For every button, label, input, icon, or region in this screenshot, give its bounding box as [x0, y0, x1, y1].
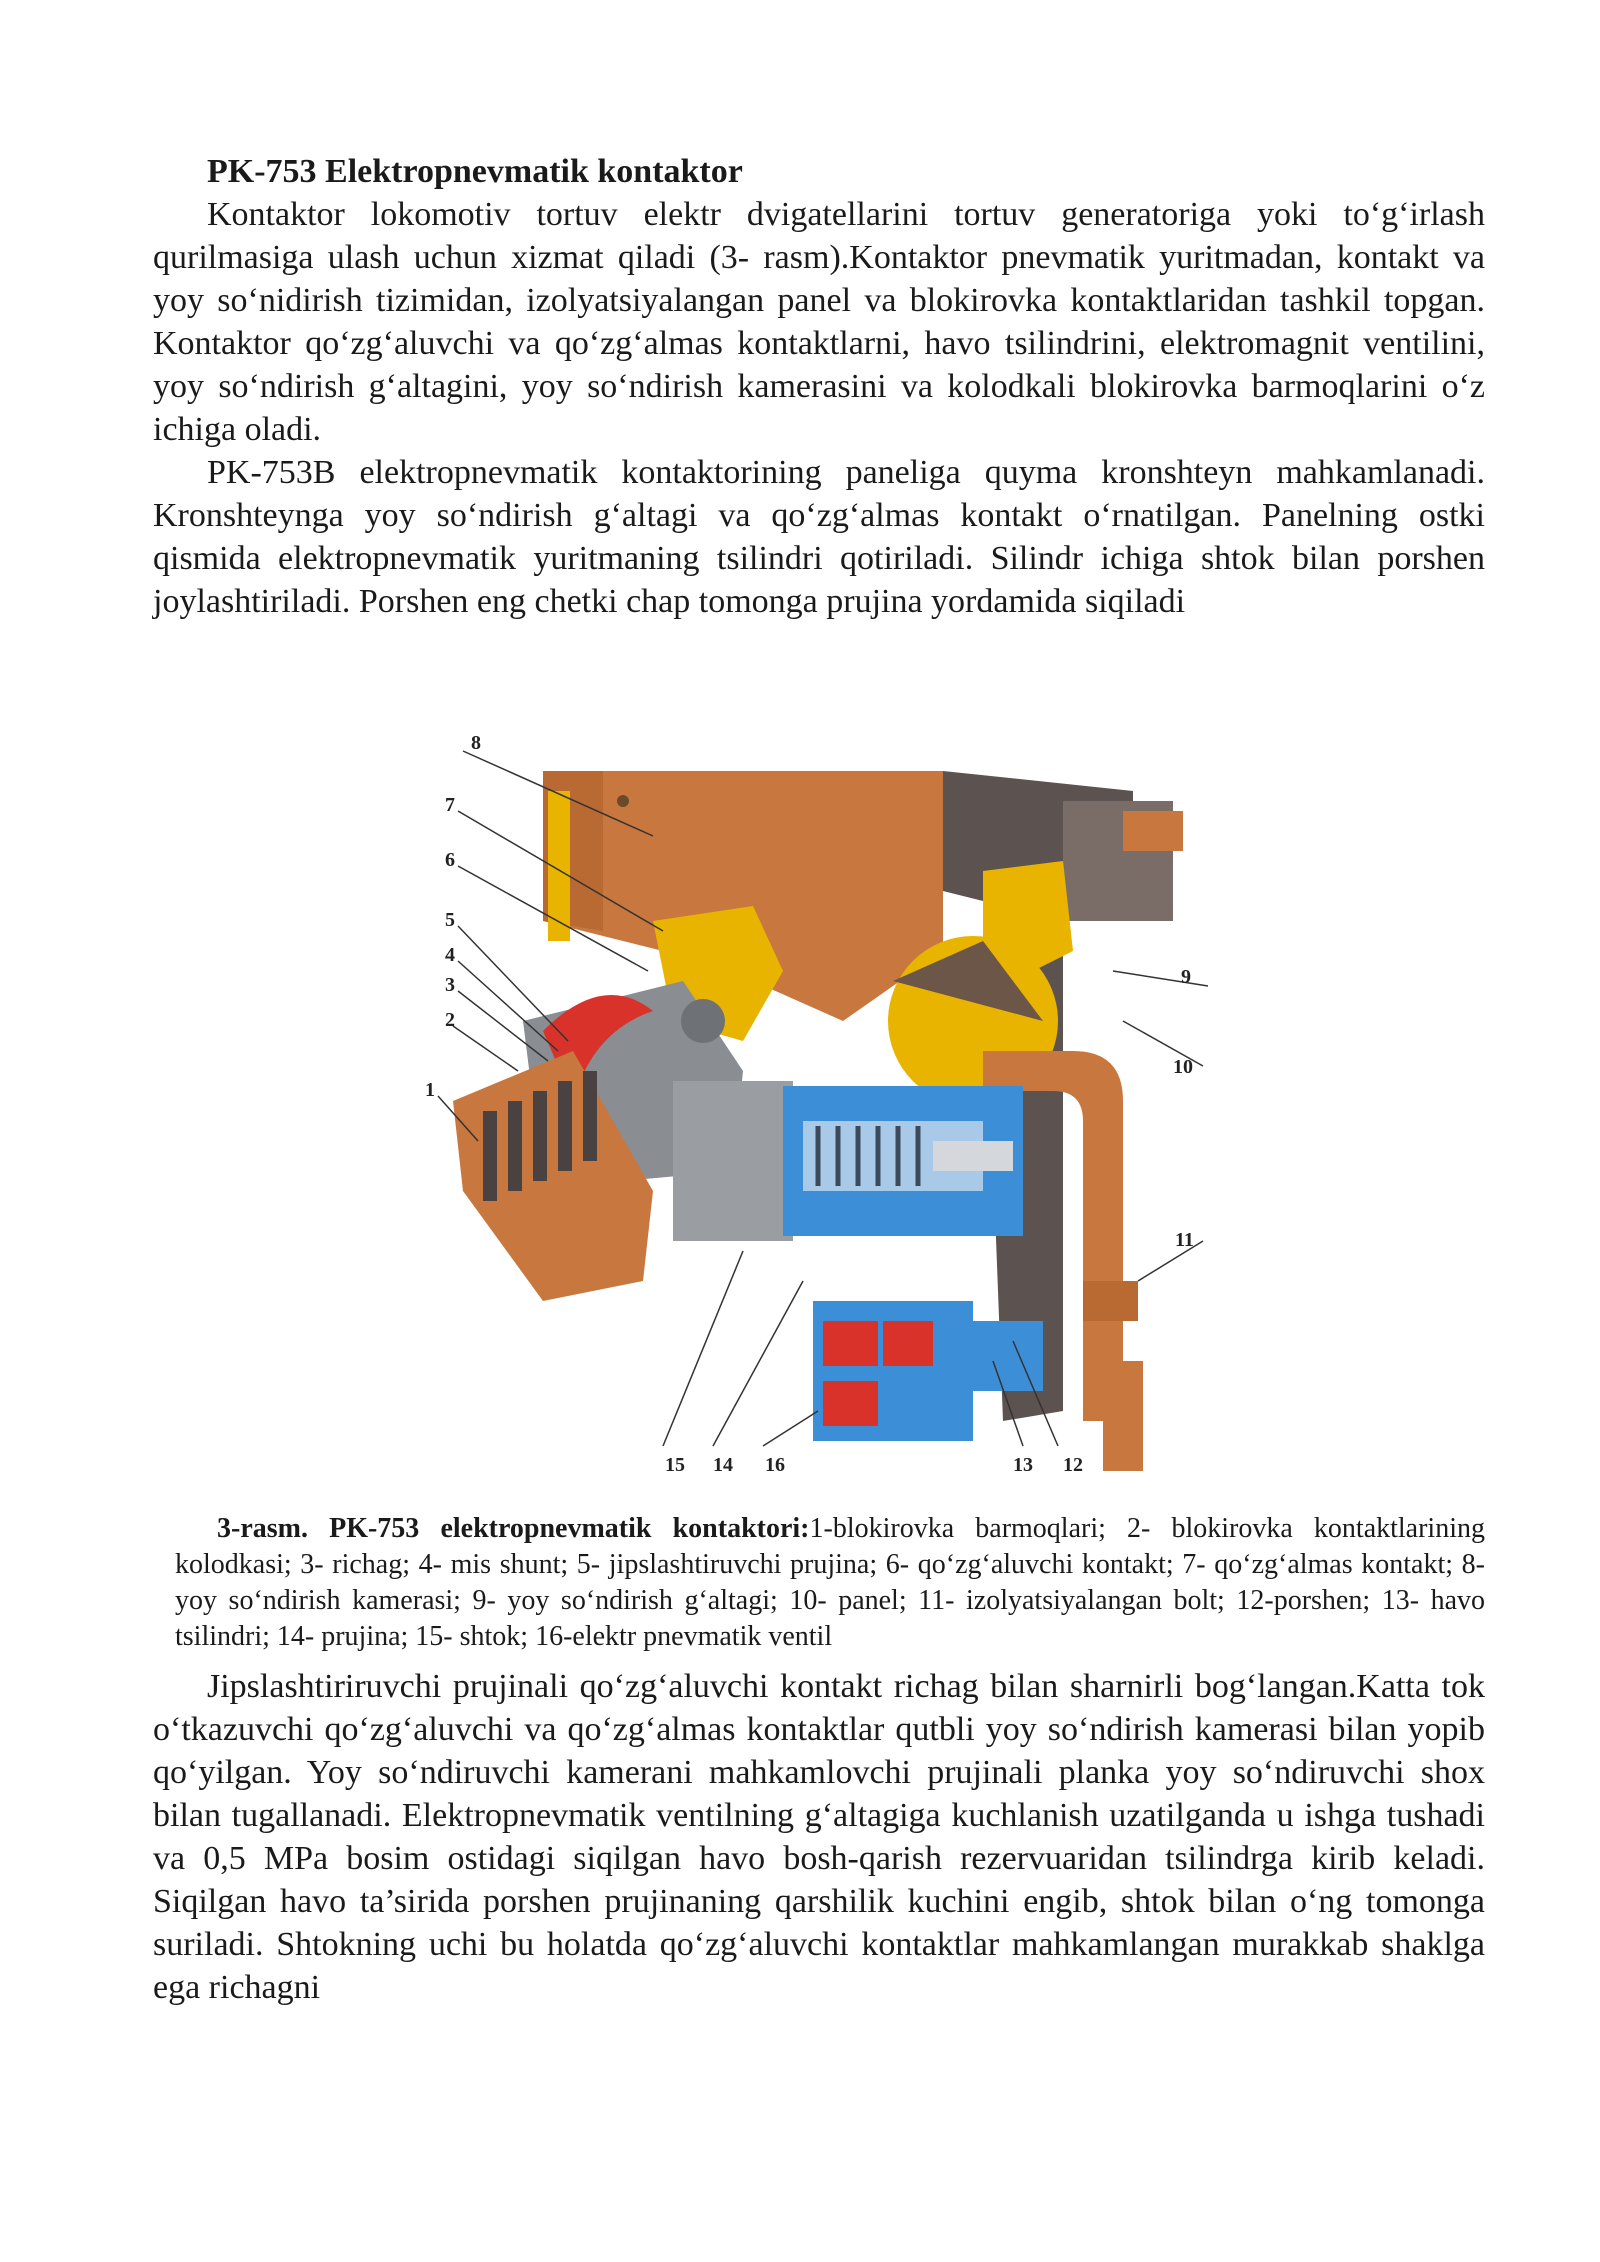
document-page: [153, 150, 1485, 2009]
caption-lead: 3-rasm. PK-753 elektropnevmatik kontaktori:: [217, 1513, 810, 1544]
label-14: 14: [713, 1454, 733, 1476]
chute-rivet: [617, 795, 629, 807]
label-11: 11: [1175, 1229, 1194, 1251]
label-3: 3: [445, 974, 455, 996]
paragraph-after-figure: Jipslashtiriruvchi prujinali qo‘zg‘aluvchi kontakt richag bilan sharnirli bog‘langan.Katta tok o‘tkazuvchi qo‘zg‘aluvchi va qo‘zg‘almas kontaktlar qutbli yoy so‘ndirish kamerasi bilan yopib qo‘yilgan. Yoy so‘ndiruvchi kamerani mahkamlovchi prujinali planka yoy so‘ndiruvchi shox bilan tugallanadi. Elektropnevmatik ventilning g‘altagiga kuchlanish uzatilganda u ishga tushadi va 0,5 MPa bosim ostidagi siqilgan havo bosh-qarish rezervuaridan tsilindrga kirib keladi. Siqilgan havo ta’sirida porshen prujinaning qarshilik kuchini engib, shtok bilan o‘ng tomonga suriladi. Shtokning uchi bu holatda qo‘zg‘aluvchi kontaktlar mahkamlangan murakkab shaklga ega richagni: [153, 1668, 1485, 2006]
label-13: 13: [1013, 1454, 1033, 1476]
figure-caption: [175, 1511, 1485, 1655]
label-12: 12: [1063, 1454, 1083, 1476]
label-16: 16: [765, 1454, 785, 1476]
cylinder-flange: [673, 1081, 793, 1241]
valve-coil-top: [823, 1321, 878, 1366]
label-5: 5: [445, 909, 455, 931]
paragraph-panel: PK-753B elektropnevmatik kontaktorining paneliga quyma kronshteyn mahkamlanadi. Kronshteynga yoy so‘ndirish g‘altagi va qo‘zg‘almas kontakt o‘rnatilgan. Panelning ostki qismida elektropnevmatik yuritmaning tsilindri qotiriladi. Silindr ichiga shtok bilan porshen joylashtiriladi. Porshen eng chetki chap tomonga prujina yordamida siqiladi: [153, 454, 1485, 620]
valve-port: [973, 1321, 1043, 1391]
lever-pivot: [681, 999, 725, 1043]
label-8: 8: [471, 732, 481, 754]
label-4: 4: [445, 944, 455, 966]
label-15: 15: [665, 1454, 685, 1476]
label-6: 6: [445, 849, 455, 871]
coil-lug: [1123, 811, 1183, 851]
valve-coil-bottom: [823, 1381, 878, 1426]
piston: [933, 1141, 1013, 1171]
label-9: 9: [1181, 966, 1191, 988]
busbar-tail: [1103, 1361, 1143, 1471]
caption-text: 1-blokirovka barmoqlari; 2- blokirovka kontaktlarining kolodkasi; 3- richag; 4- mis shunt; 5- jipslashtiruvchi prujina; 6- qo‘zg‘aluvchi kontakt; 7- qo‘zg‘almas kontakt; 8- yoy so‘ndirish kamerasi; 9- yoy so‘ndirish g‘altagi; 10- panel; 11- izolyatsiyalangan bolt; 12-porshen; 13- havo tsilindri; 14- prujina; 15- shtok; 16-elektr pnevmatik ventil: [175, 1513, 1485, 1652]
label-2: 2: [445, 1009, 455, 1031]
bolt-block: [1083, 1281, 1138, 1321]
label-10: 10: [1173, 1056, 1193, 1078]
label-1: 1: [425, 1079, 435, 1101]
contactor-figure: [153, 721, 1485, 1483]
label-7: 7: [445, 794, 455, 816]
paragraph-intro: Kontaktor lokomotiv tortuv elektr dvigatellarini tortuv generatoriga yoki to‘g‘irlash qurilmasiga ulash uchun xizmat qiladi (3- rasm).Kontaktor pnevmatik yuritmadan, kontakt va yoy so‘nidirish tizimidan, izolyatsiyalangan panel va blokirovka kontaktlaridan tashkil topgan. Kontaktor qo‘zg‘aluvchi va qo‘zg‘almas kontaktlarni, havo tsilindrini, elektromagnit ventilini, yoy so‘ndirish g‘altagini, yoy so‘ndirish kamerasini va kolodkali blokirovka barmoqlarini o‘z ichiga oladi.: [153, 196, 1485, 448]
document-title: PK-753 Elektropnevmatik kontaktor: [207, 153, 743, 190]
contactor-illustration: [423, 721, 1213, 1483]
valve-coil-top-right: [883, 1321, 933, 1366]
